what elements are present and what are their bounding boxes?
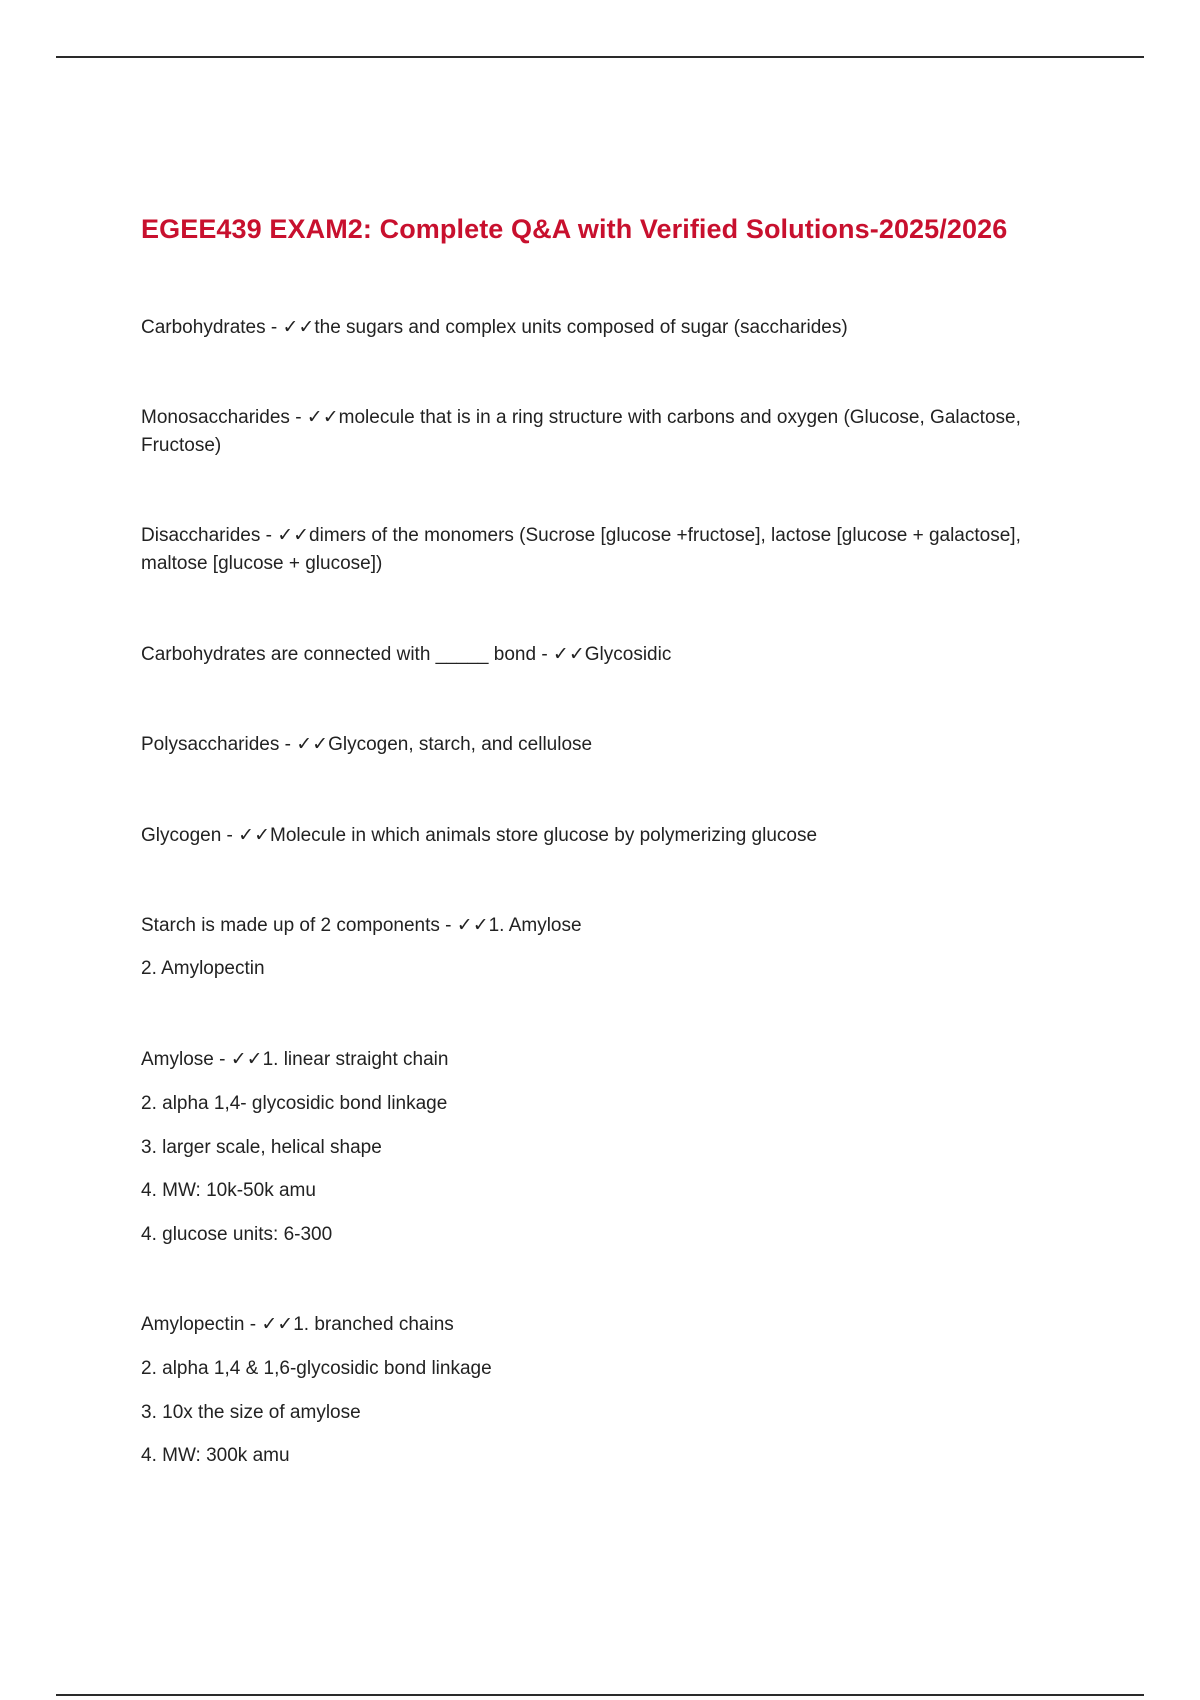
qa-entry-starch: Starch is made up of 2 components - ✓✓1. Amylose xyxy=(141,915,582,936)
qa-entry-glycogen: Glycogen - ✓✓Molecule in which animals store glucose by polymerizing glucose xyxy=(141,825,818,846)
qa-entry-amylose-item-3: 3. larger scale, helical shape xyxy=(141,1137,382,1158)
qa-entry-amylopectin: Amylopectin - ✓✓1. branched chains xyxy=(141,1314,454,1335)
qa-entry-carbohydrates: Carbohydrates - ✓✓the sugars and complex units composed of sugar (saccharides) xyxy=(141,317,848,338)
bottom-divider xyxy=(56,1694,1144,1696)
qa-entry-amylose-item-4: 4. MW: 10k-50k amu xyxy=(141,1180,316,1201)
document-title: EGEE439 EXAM2: Complete Q&A with Verified Solutions-2025/2026 xyxy=(141,214,1008,244)
qa-entry-amylose-item-2: 2. alpha 1,4- glycosidic bond linkage xyxy=(141,1093,448,1114)
qa-entry-polysaccharides: Polysaccharides - ✓✓Glycogen, starch, and cellulose xyxy=(141,734,593,755)
qa-entry-amylopectin-item-4: 4. MW: 300k amu xyxy=(141,1445,290,1466)
qa-entry-disaccharides: Disaccharides - ✓✓dimers of the monomers (Sucrose [glucose +fructose], lactose [glucose + galactose], maltose [glucose + glucose]) xyxy=(141,525,1021,574)
qa-entry-glycosidic-bond: Carbohydrates are connected with _____ bond - ✓✓Glycosidic xyxy=(141,644,672,665)
top-divider xyxy=(56,56,1144,58)
qa-entry-amylose: Amylose - ✓✓1. linear straight chain xyxy=(141,1049,449,1070)
qa-entry-amylopectin-item-3: 3. 10x the size of amylose xyxy=(141,1402,361,1423)
qa-entry-starch-item-2: 2. Amylopectin xyxy=(141,958,265,979)
qa-entry-amylopectin-item-2: 2. alpha 1,4 & 1,6-glycosidic bond linkage xyxy=(141,1358,492,1379)
qa-entry-monosaccharides: Monosaccharides - ✓✓molecule that is in a ring structure with carbons and oxygen (Glucose, Galactose, Fructose) xyxy=(141,407,1021,456)
qa-entry-amylose-item-5: 4. glucose units: 6-300 xyxy=(141,1224,333,1245)
